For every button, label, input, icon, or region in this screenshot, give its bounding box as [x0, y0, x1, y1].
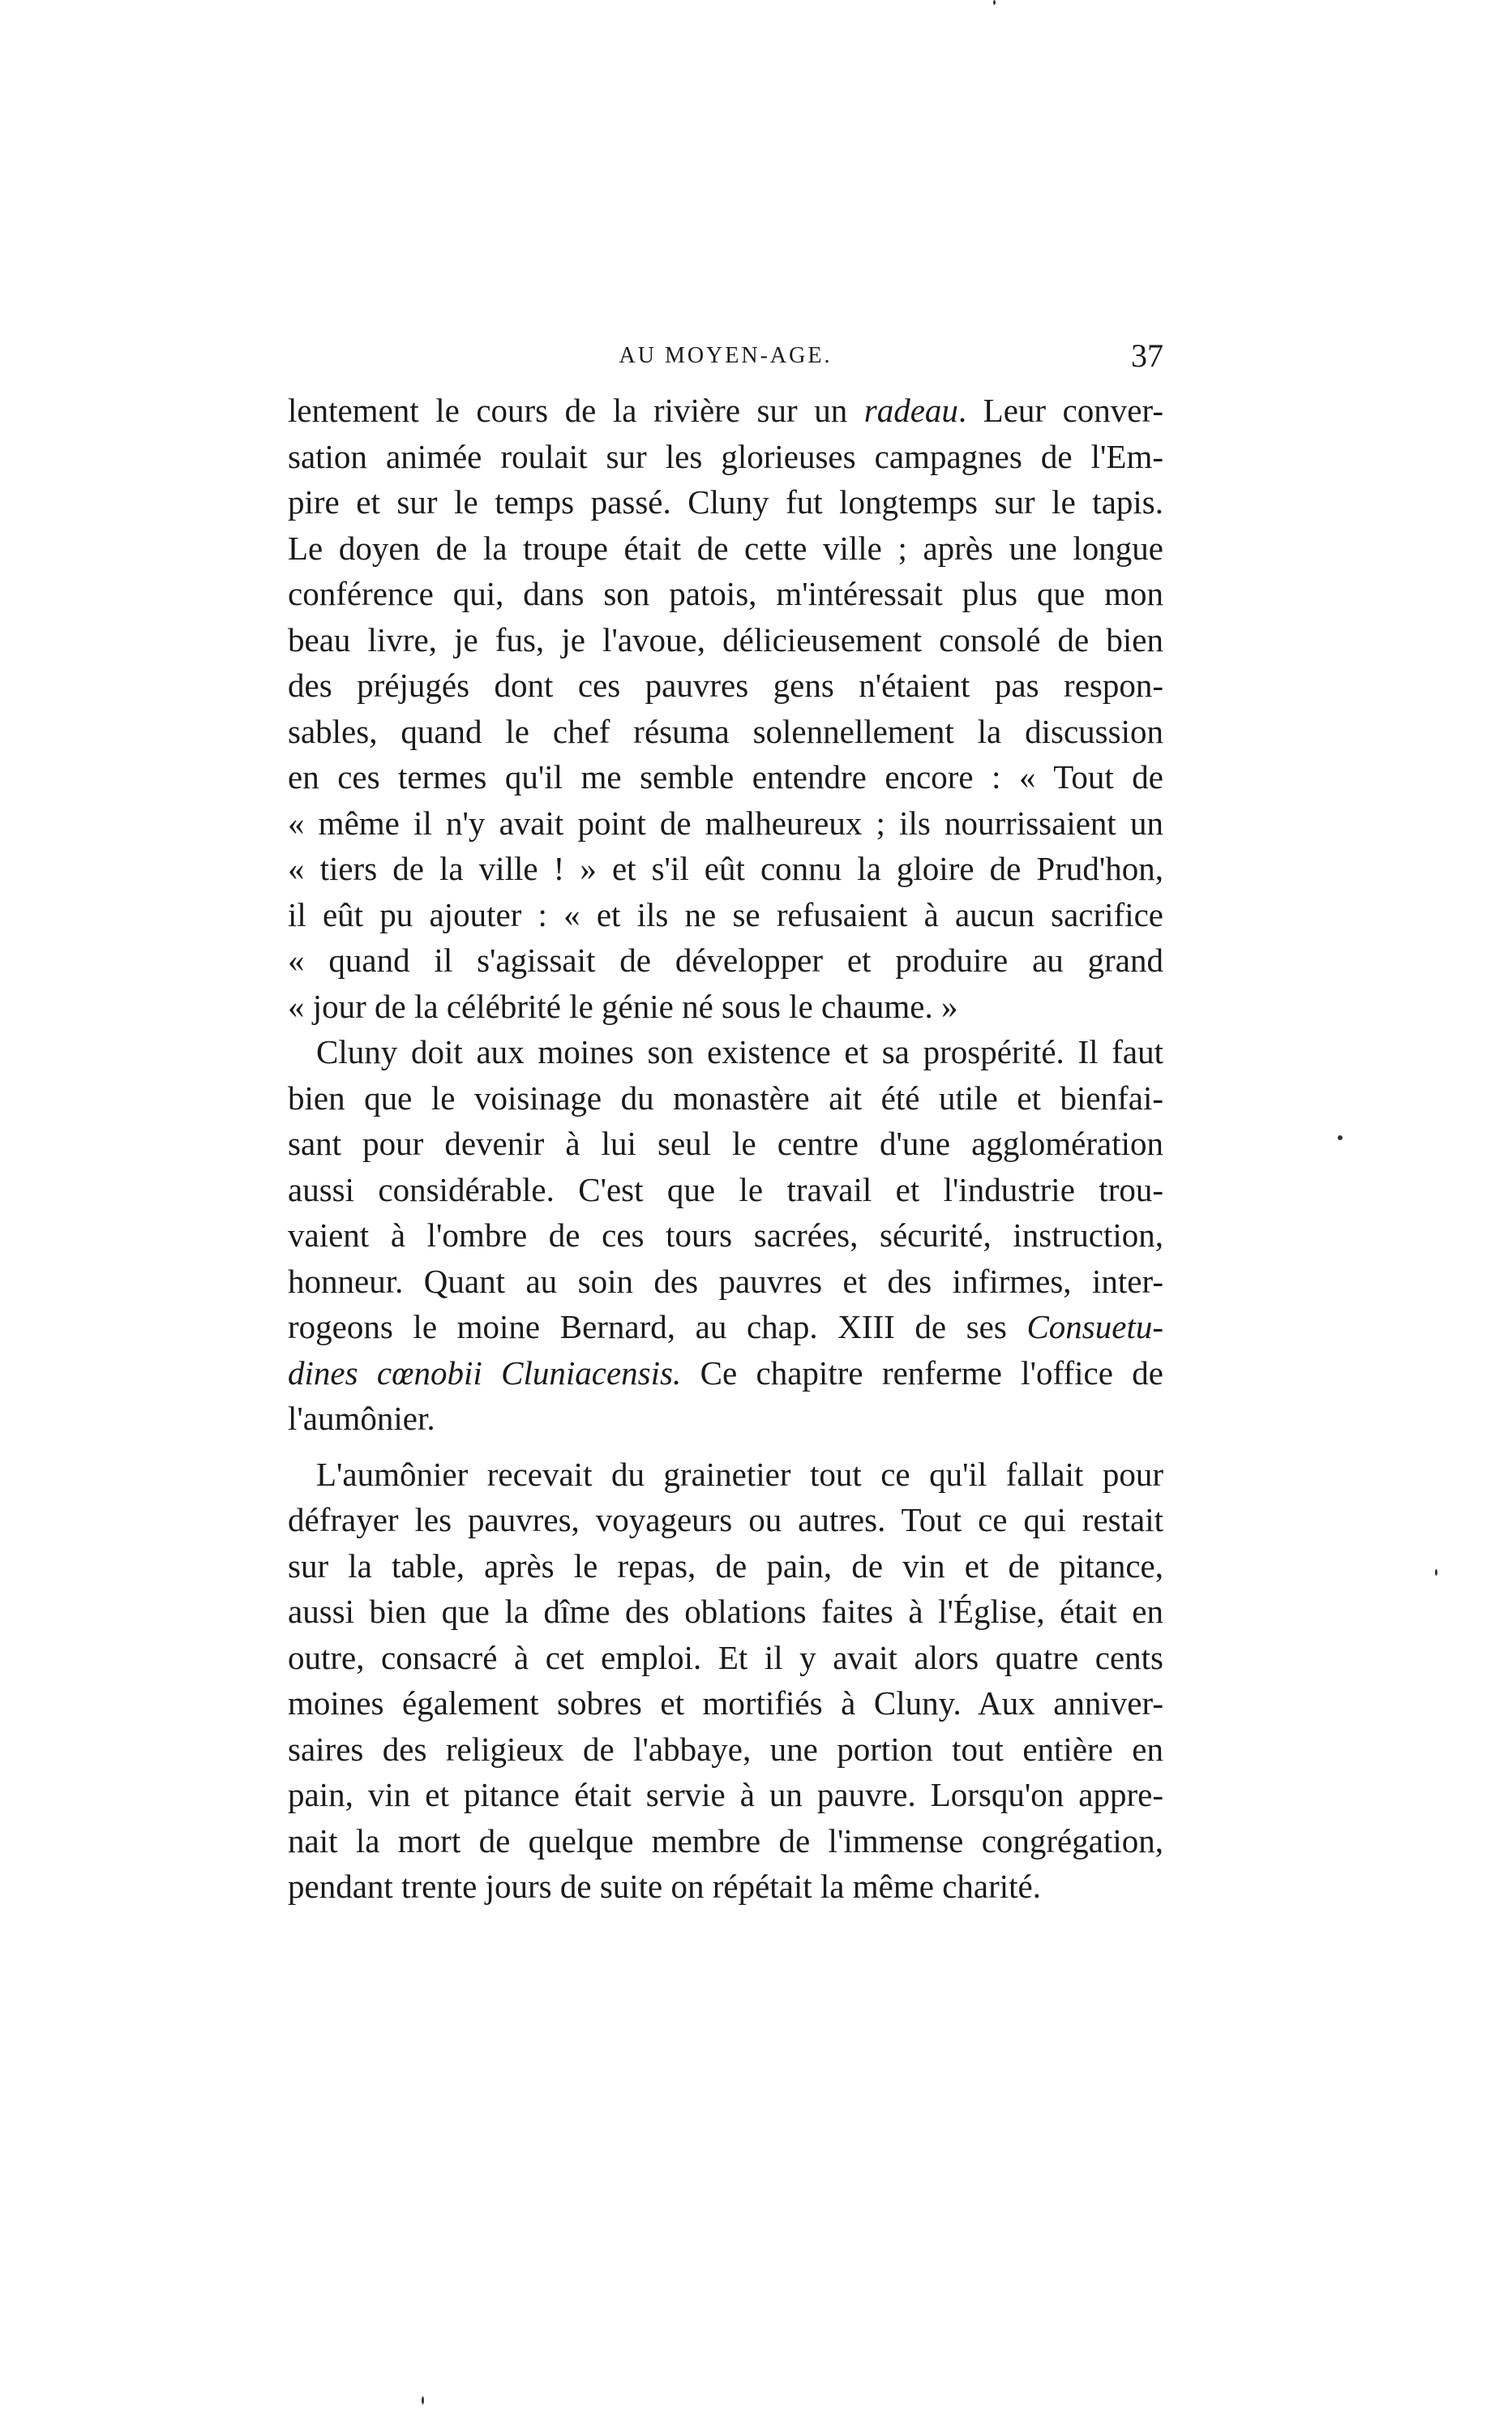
- paragraph-start: Cluny doit aux moines son existence et sa prospérité. Il faut: [316, 1033, 1163, 1070]
- text-line: « tiers de la ville ! » et s'il eût connu la gloire de Prud'hon,: [288, 850, 1163, 887]
- body-text: [288, 388, 1163, 1910]
- text-line: vaient à l'ombre de ces tours sacrées, sécurité, instruction,: [288, 1216, 1163, 1254]
- paper-speck: [993, 0, 996, 5]
- text-line: outre, consacré à cet emploi. Et il y avait alors quatre cents: [288, 1638, 1163, 1676]
- paper-speck: [422, 2396, 424, 2404]
- text-line: nait la mort de quelque membre de l'immense congrégation,: [288, 1821, 1163, 1859]
- page-header: [288, 337, 1163, 377]
- text-line: il eût pu ajouter : « et ils ne se refusaient à aucun sacrifice: [288, 895, 1163, 933]
- italic-title: dines cœnobii Cluniacensis.: [288, 1353, 682, 1392]
- text-line: sur la table, après le repas, de pain, de vin et de pitance,: [288, 1546, 1163, 1585]
- text-line: l'aumônier.: [288, 1400, 435, 1437]
- running-head: AU MOYEN-AGE.: [619, 343, 833, 368]
- text-line: saires des religieux de l'abbaye, une portion tout entière en: [288, 1730, 1163, 1768]
- text-line: « même il n'y avait point de malheureux ; ils nourrissaient un: [288, 804, 1163, 842]
- text-line: rogeons le moine Bernard, au chap. XIII de ses Consuetu-: [288, 1308, 1163, 1345]
- italic-term: radeau: [863, 392, 958, 429]
- text-line: aussi considérable. C'est que le travail et l'industrie trou-: [288, 1170, 1163, 1208]
- text-line: des préjugés dont ces pauvres gens n'étaient pas respon-: [288, 667, 1163, 704]
- text-line: bien que le voisinage du monastère ait été utile et bienfai-: [288, 1079, 1163, 1117]
- text-line: « quand il s'agissait de développer et produire au grand: [288, 941, 1163, 979]
- text-line: beau livre, je fus, je l'avoue, délicieusement consolé de bien: [288, 620, 1163, 658]
- text-line: sant pour devenir à lui seul le centre d'une agglomération: [288, 1125, 1163, 1162]
- text-line: lentement le cours de la rivière sur un radeau. Leur conver-: [288, 392, 1163, 429]
- text-line: aussi bien que la dîme des oblations faites à l'Église, était en: [288, 1593, 1163, 1630]
- page-number: 37: [1131, 337, 1163, 374]
- text-line: moines également sobres et mortifiés à Cluny. Aux anniver-: [288, 1684, 1163, 1722]
- text-line: sables, quand le chef résuma solennellement la discussion: [288, 712, 1163, 750]
- text-line: Le doyen de la troupe était de cette ville ; après une longue: [288, 529, 1163, 567]
- text-line: dines cœnobii Cluniacensis. Ce chapitre renferme l'office de: [288, 1353, 1163, 1392]
- text-line: « jour de la célébrité le génie né sous le chaume. »: [288, 987, 958, 1025]
- paper-speck: [1435, 1569, 1437, 1576]
- italic-title: Consuetu-: [1026, 1308, 1163, 1345]
- paragraph-start: L'aumônier recevait du grainetier tout ce qu'il fallait pour: [316, 1455, 1163, 1493]
- text-line: pendant trente jours de suite on répétait la même charité.: [288, 1868, 1041, 1905]
- text-line: défrayer les pauvres, voyageurs ou autres. Tout ce qui restait: [288, 1501, 1163, 1538]
- text-line: conférence qui, dans son patois, m'intéressait plus que mon: [288, 575, 1163, 612]
- text-line: sation animée roulait sur les glorieuses campagnes de l'Em-: [288, 437, 1163, 475]
- text-line: pire et sur le temps passé. Cluny fut longtemps sur le tapis.: [288, 483, 1163, 521]
- text-line: en ces termes qu'il me semble entendre encore : « Tout de: [288, 758, 1163, 796]
- paper-speck: [1338, 1135, 1343, 1140]
- text-line: honneur. Quant au soin des pauvres et des infirmes, inter-: [288, 1262, 1163, 1300]
- text-line: pain, vin et pitance était servie à un pauvre. Lorsqu'on appre-: [288, 1776, 1163, 1813]
